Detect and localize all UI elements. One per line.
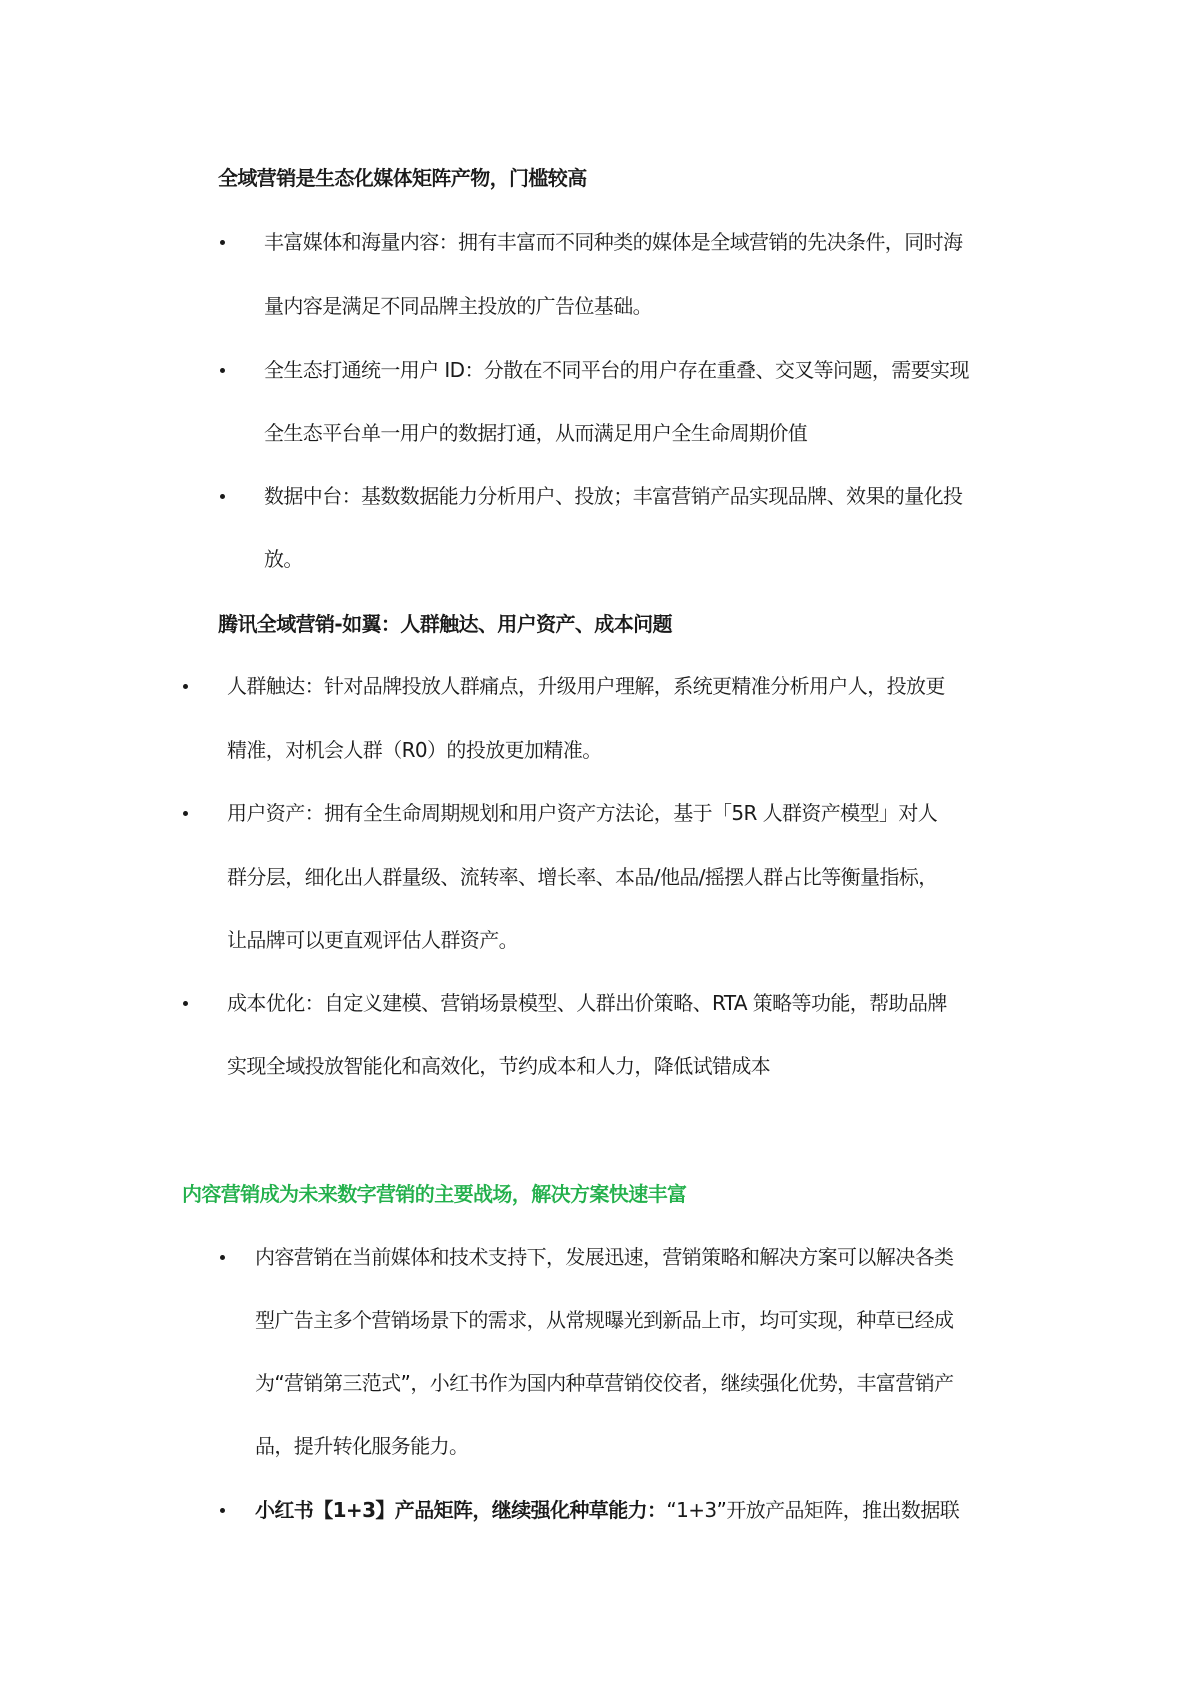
section-heading: 全域营销是生态化媒体矩阵产物，门槛较高 (218, 166, 587, 190)
bullet-text: 丰富媒体和海量内容：拥有丰富而不同种类的媒体是全域营销的先决条件，同时海 (264, 230, 963, 254)
bullet-text: 品，提升转化服务能力。 (255, 1434, 469, 1458)
bullet-text: 放。 (264, 547, 303, 571)
bullet-text: 人群触达：针对品牌投放人群痛点，升级用户理解，系统更精准分析用户人，投放更 (227, 674, 945, 698)
bullet-text: 量内容是满足不同品牌主投放的广告位基础。 (264, 294, 652, 318)
bullet-icon (183, 1001, 188, 1006)
bullet-text: 数据中台：基数数据能力分析用户、投放；丰富营销产品实现品牌、效果的量化投 (264, 484, 963, 508)
bullet-text: 用户资产：拥有全生命周期规划和用户资产方法论，基于「5R 人群资产模型」对人 (227, 801, 938, 825)
bullet-icon (220, 1255, 225, 1260)
bullet-icon (183, 684, 188, 689)
bullet-text: 全生态平台单一用户的数据打通，从而满足用户全生命周期价值 (264, 421, 808, 445)
bullet-icon (183, 811, 188, 816)
bullet-text: 实现全域投放智能化和高效化，节约成本和人力，降低试错成本 (227, 1054, 771, 1078)
bullet-text: 型广告主多个营销场景下的需求，从常规曝光到新品上市，均可实现，种草已经成 (255, 1308, 954, 1332)
bullet-icon (220, 240, 225, 245)
bullet-text: 让品牌可以更直观评估人群资产。 (227, 928, 518, 952)
bullet-text: 内容营销在当前媒体和技术支持下，发展迅速，营销策略和解决方案可以解决各类 (255, 1245, 954, 1269)
bullet-text: 全生态打通统一用户 ID：分散在不同平台的用户存在重叠、交叉等问题，需要实现 (264, 358, 969, 382)
section-heading-green: 内容营销成为未来数字营销的主要战场，解决方案快速丰富 (182, 1182, 687, 1206)
bullet-bold-lead: 小红书【1+3】产品矩阵，继续强化种草能力： (255, 1498, 667, 1522)
bullet-text (255, 1496, 959, 1524)
bullet-text-rest: “1+3”开放产品矩阵，推出数据联 (666, 1498, 960, 1522)
bullet-text: 精准，对机会人群（R0）的投放更加精准。 (227, 738, 602, 762)
section-heading: 腾讯全域营销-如翼：人群触达、用户资产、成本问题 (218, 612, 672, 636)
bullet-icon (220, 494, 225, 499)
bullet-text: 成本优化：自定义建模、营销场景模型、人群出价策略、RTA 策略等功能，帮助品牌 (227, 991, 947, 1015)
bullet-icon (220, 1508, 225, 1513)
bullet-icon (220, 368, 225, 373)
bullet-text: 为“营销第三范式”，小红书作为国内种草营销佼佼者，继续强化优势，丰富营销产 (255, 1371, 954, 1395)
bullet-text: 群分层，细化出人群量级、流转率、增长率、本品/他品/摇摆人群占比等衡量指标， (227, 865, 938, 889)
